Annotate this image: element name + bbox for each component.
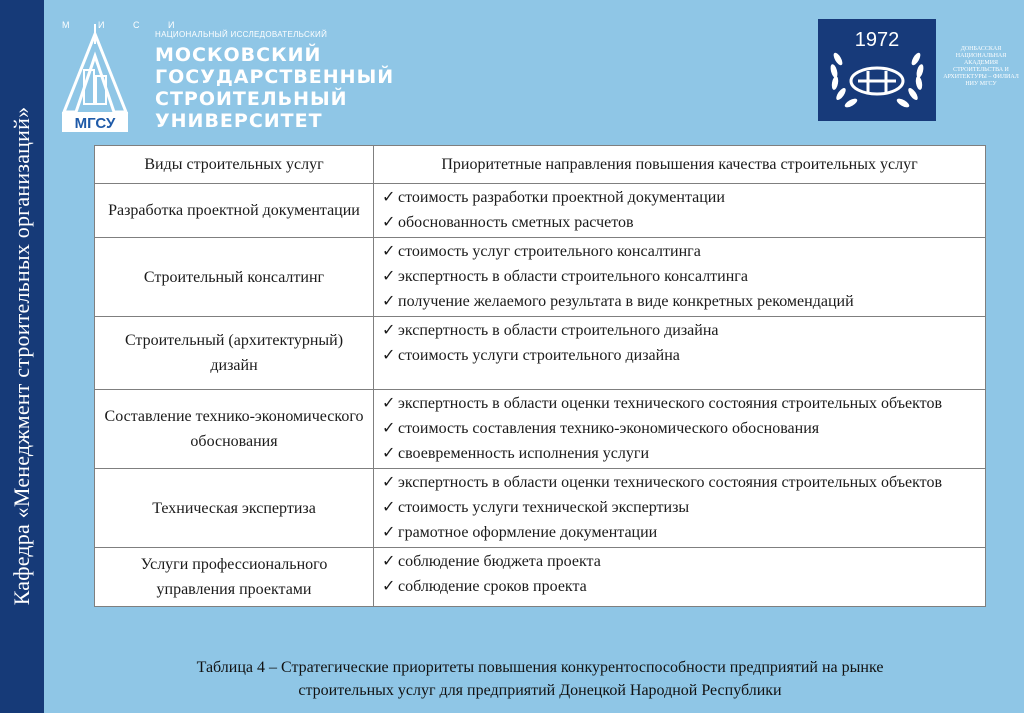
- table-row: [95, 469, 986, 548]
- checkmark-icon: ✓: [382, 553, 396, 570]
- priorities-cell: [374, 317, 986, 390]
- university-name-line: ГОСУДАРСТВЕННЫЙ: [155, 66, 395, 88]
- list-item: [382, 549, 979, 574]
- list-item: [382, 210, 979, 235]
- list-item-text: экспертность в области строительного дизайна: [398, 322, 719, 339]
- list-item: [382, 495, 979, 520]
- list-item: [382, 264, 979, 289]
- university-name-line: МОСКОВСКИЙ: [155, 44, 322, 66]
- list-item: [382, 574, 979, 599]
- checkmark-icon: ✓: [382, 524, 396, 541]
- academy-name-line: ДОНБАССКАЯ: [960, 46, 1002, 52]
- list-item-text: получение желаемого результата в виде конкретных рекомендаций: [398, 293, 854, 310]
- academy-emblem: [818, 19, 936, 121]
- checkmark-icon: ✓: [382, 189, 396, 206]
- table-row: [95, 390, 986, 469]
- mgsu-badge-text: МГСУ: [74, 115, 116, 132]
- list-item: [382, 318, 979, 343]
- checkmark-icon: ✓: [382, 293, 396, 310]
- checkmark-icon: ✓: [382, 395, 396, 412]
- table-row: [95, 184, 986, 238]
- priorities-table-container: [94, 145, 986, 607]
- service-cell: Разработка проектной документации: [95, 184, 374, 238]
- table-row: [95, 548, 986, 607]
- list-item-text: экспертность в области строительного консалтинга: [398, 268, 748, 285]
- list-item-text: стоимость услуг строительного консалтинга: [398, 243, 701, 260]
- checkmark-icon: ✓: [382, 578, 396, 595]
- list-item-text: грамотное оформление документации: [398, 524, 658, 541]
- list-item-text: соблюдение бюджета проекта: [398, 553, 601, 570]
- checkmark-icon: ✓: [382, 347, 396, 364]
- misi-letters: М И С И: [62, 20, 188, 30]
- mgsu-logo-icon: [60, 24, 130, 134]
- academy-name-line: АРХИТЕКТУРЫ – ФИЛИАЛ: [943, 74, 1019, 80]
- side-band: [0, 0, 44, 713]
- list-item-text: соблюдение сроков проекта: [398, 578, 587, 595]
- checkmark-icon: ✓: [382, 499, 396, 516]
- list-item-text: стоимость услуги строительного дизайна: [398, 347, 680, 364]
- table-header-row: [95, 146, 986, 184]
- university-name: [155, 44, 394, 132]
- list-item: [382, 416, 979, 441]
- list-item: [382, 185, 979, 210]
- list-item-text: экспертность в области оценки технического состояния строительных объектов: [398, 474, 942, 491]
- priorities-cell: [374, 238, 986, 317]
- service-cell: Составление технико-экономического обоснования: [95, 390, 374, 469]
- emblem-year: 1972: [854, 29, 900, 51]
- checkmark-icon: ✓: [382, 243, 396, 260]
- list-item-text: стоимость составления технико-экономического обоснования: [398, 420, 820, 437]
- list-item: [382, 239, 979, 264]
- priorities-cell: [374, 390, 986, 469]
- academy-name-line: НИУ МГСУ: [965, 81, 997, 87]
- table-row: [95, 317, 986, 390]
- service-cell: Строительный консалтинг: [95, 238, 374, 317]
- department-title: Кафедра «Менеджмент строительных организаций»: [9, 106, 34, 606]
- priorities-cell: [374, 469, 986, 548]
- service-cell: Услуги профессионального управления проектами: [95, 548, 374, 607]
- checkmark-icon: ✓: [382, 445, 396, 462]
- list-item: [382, 391, 979, 416]
- checkmark-icon: ✓: [382, 322, 396, 339]
- list-item-text: стоимость разработки проектной документации: [398, 189, 725, 206]
- priorities-cell: [374, 184, 986, 238]
- caption-line: строительных услуг для предприятий Донецкой Народной Республики: [298, 682, 782, 699]
- column-header-priorities: Приоритетные направления повышения качества строительных услуг: [374, 146, 986, 184]
- checkmark-icon: ✓: [382, 420, 396, 437]
- list-item: [382, 441, 979, 466]
- checkmark-icon: ✓: [382, 214, 396, 231]
- list-item-text: своевременность исполнения услуги: [398, 445, 649, 462]
- table-row: [95, 238, 986, 317]
- list-item: [382, 343, 979, 368]
- academy-name-line: НАЦИОНАЛЬНАЯ: [955, 53, 1007, 59]
- university-name-line: УНИВЕРСИТЕТ: [155, 110, 323, 132]
- service-cell: Строительный (архитектурный) дизайн: [95, 317, 374, 390]
- university-subtitle: НАЦИОНАЛЬНЫЙ ИССЛЕДОВАТЕЛЬСКИЙ: [155, 30, 328, 39]
- table-caption: [94, 656, 986, 702]
- checkmark-icon: ✓: [382, 474, 396, 491]
- list-item: [382, 289, 979, 314]
- list-item: [382, 470, 979, 495]
- list-item-text: экспертность в области оценки технического состояния строительных объектов: [398, 395, 942, 412]
- academy-name-line: АКАДЕМИЯ: [963, 60, 999, 66]
- academy-name: [940, 46, 1022, 88]
- checkmark-icon: ✓: [382, 268, 396, 285]
- priorities-table: [94, 145, 986, 607]
- list-item-text: обоснованность сметных расчетов: [398, 214, 634, 231]
- list-item: [382, 520, 979, 545]
- caption-line: Таблица 4 – Стратегические приоритеты повышения конкурентоспособности предприятий на рынке: [196, 659, 884, 676]
- academy-name-line: СТРОИТЕЛЬСТВА И: [953, 67, 1009, 73]
- service-cell: Техническая экспертиза: [95, 469, 374, 548]
- list-item-text: стоимость услуги технической экспертизы: [398, 499, 690, 516]
- column-header-services: Виды строительных услуг: [95, 146, 374, 184]
- university-name-line: СТРОИТЕЛЬНЫЙ: [155, 88, 348, 110]
- priorities-cell: [374, 548, 986, 607]
